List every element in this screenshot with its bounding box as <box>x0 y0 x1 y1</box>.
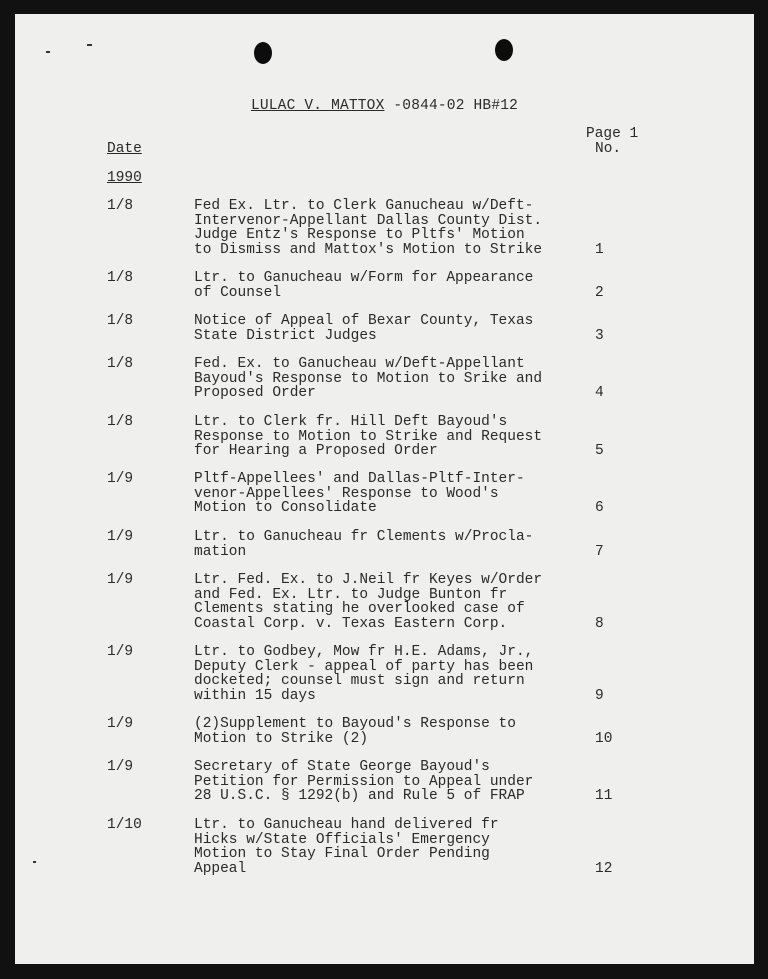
description-line: and Fed. Ex. Ltr. to Judge Bunton fr <box>194 586 508 603</box>
entry-page-number: 8 <box>595 615 604 632</box>
entry-date: 1/8 <box>107 198 134 214</box>
description-line: for Hearing a Proposed Order <box>194 443 438 459</box>
entry-page-number: 3 <box>595 327 604 344</box>
description-line: Ltr. to Ganucheau fr Clements w/Procla- <box>194 529 534 545</box>
entry-date: 1/9 <box>107 759 134 775</box>
entry-description <box>194 415 542 459</box>
entry-page-number: 6 <box>595 500 604 516</box>
description-line: Ltr. to Clerk fr. Hill Deft Bayoud's <box>194 414 508 430</box>
page-label: Page 1 <box>586 126 639 142</box>
description-line: to Dismiss and Mattox's Motion to Strike <box>194 241 543 258</box>
description-line: Fed Ex. Ltr. to Clerk Ganucheau w/Deft- <box>194 198 534 214</box>
entry-description <box>194 472 525 516</box>
date-column-header: Date <box>107 141 142 157</box>
description-line: State District Judges <box>194 327 377 344</box>
description-line: Intervenor-Appellant Dallas County Dist. <box>194 212 543 229</box>
description-line: Judge Entz's Response to Pltfs' Motion <box>194 227 525 243</box>
entry-description <box>194 818 499 876</box>
entry-date: 1/9 <box>107 716 134 732</box>
scan-speck <box>46 51 50 53</box>
entry-description <box>194 530 533 559</box>
description-line: Fed. Ex. to Ganucheau w/Deft-Appellant <box>194 356 525 372</box>
punch-hole-right <box>495 39 513 61</box>
description-line: Clements stating he overlooked case of <box>194 601 525 617</box>
entry-description <box>194 199 542 257</box>
description-line: mation <box>194 543 247 560</box>
entry-page-number: 11 <box>595 788 613 804</box>
entry-description <box>194 760 533 804</box>
description-line: Motion to Strike (2) <box>194 730 369 747</box>
entry-page-number: 2 <box>595 284 604 301</box>
entry-description <box>194 357 542 401</box>
description-line: Proposed Order <box>194 385 316 401</box>
description-line: within 15 days <box>194 687 316 704</box>
description-line: Secretary of State George Bayoud's <box>194 759 490 775</box>
entry-page-number: 5 <box>595 443 604 459</box>
entry-description <box>194 573 542 631</box>
entry-page-number: 4 <box>595 385 604 401</box>
description-line: 28 U.S.C. § 1292(b) and Rule 5 of FRAP <box>194 788 525 804</box>
description-line: Notice of Appeal of Bexar County, Texas <box>194 313 534 329</box>
entry-description <box>194 717 516 746</box>
description-line: of Counsel <box>194 284 282 301</box>
entry-date: 1/8 <box>107 270 134 286</box>
document-page <box>15 14 754 964</box>
entry-page-number: 9 <box>595 687 604 704</box>
description-line: Ltr. to Godbey, Mow fr H.E. Adams, Jr., <box>194 644 534 660</box>
scan-speck <box>33 861 36 863</box>
entry-page-number: 7 <box>595 543 604 560</box>
description-line: Ltr. to Ganucheau w/Form for Appearance <box>194 270 534 286</box>
case-name: LULAC V. MATTOX <box>250 98 385 114</box>
entry-date: 1/8 <box>107 356 134 372</box>
description-line: (2)Supplement to Bayoud's Response to <box>194 716 516 732</box>
entry-date: 1/8 <box>107 313 134 329</box>
entry-description <box>194 271 533 300</box>
description-line: Motion to Stay Final Order Pending <box>194 846 490 862</box>
scan-speck <box>87 44 92 46</box>
year-heading: 1990 <box>107 170 142 186</box>
description-line: Deputy Clerk - appeal of party has been <box>194 658 534 675</box>
description-line: Appeal <box>194 860 247 877</box>
entry-date: 1/9 <box>107 644 134 660</box>
entry-date: 1/10 <box>107 817 142 833</box>
description-line: Petition for Permission to Appeal under <box>194 773 534 790</box>
description-line: Motion to Consolidate <box>194 500 377 516</box>
entry-description <box>194 314 533 343</box>
description-line: Pltf-Appellees' and Dallas-Pltf-Inter- <box>194 471 525 487</box>
description-line: Response to Motion to Strike and Request <box>194 428 543 445</box>
description-line: Hicks w/State Officials' Emergency <box>194 831 490 848</box>
punch-hole-left <box>254 42 272 64</box>
description-line: venor-Appellees' Response to Wood's <box>194 485 499 502</box>
entry-date: 1/8 <box>107 414 134 430</box>
case-number: -0844-02 HB#12 <box>384 98 519 114</box>
description-line: docketed; counsel must sign and return <box>194 673 525 689</box>
entry-description <box>194 645 533 703</box>
description-line: Ltr. Fed. Ex. to J.Neil fr Keyes w/Order <box>194 572 543 588</box>
description-line: Bayoud's Response to Motion to Srike and <box>194 370 543 387</box>
document-title <box>15 98 754 114</box>
description-line: Ltr. to Ganucheau hand delivered fr <box>194 817 499 833</box>
entry-page-number: 1 <box>595 241 604 258</box>
entry-date: 1/9 <box>107 471 134 487</box>
page-no-column-header: No. <box>595 141 622 157</box>
entry-page-number: 10 <box>595 730 613 747</box>
entry-date: 1/9 <box>107 529 134 545</box>
entry-date: 1/9 <box>107 572 134 588</box>
description-line: Coastal Corp. v. Texas Eastern Corp. <box>194 615 508 632</box>
entry-page-number: 12 <box>595 860 613 877</box>
